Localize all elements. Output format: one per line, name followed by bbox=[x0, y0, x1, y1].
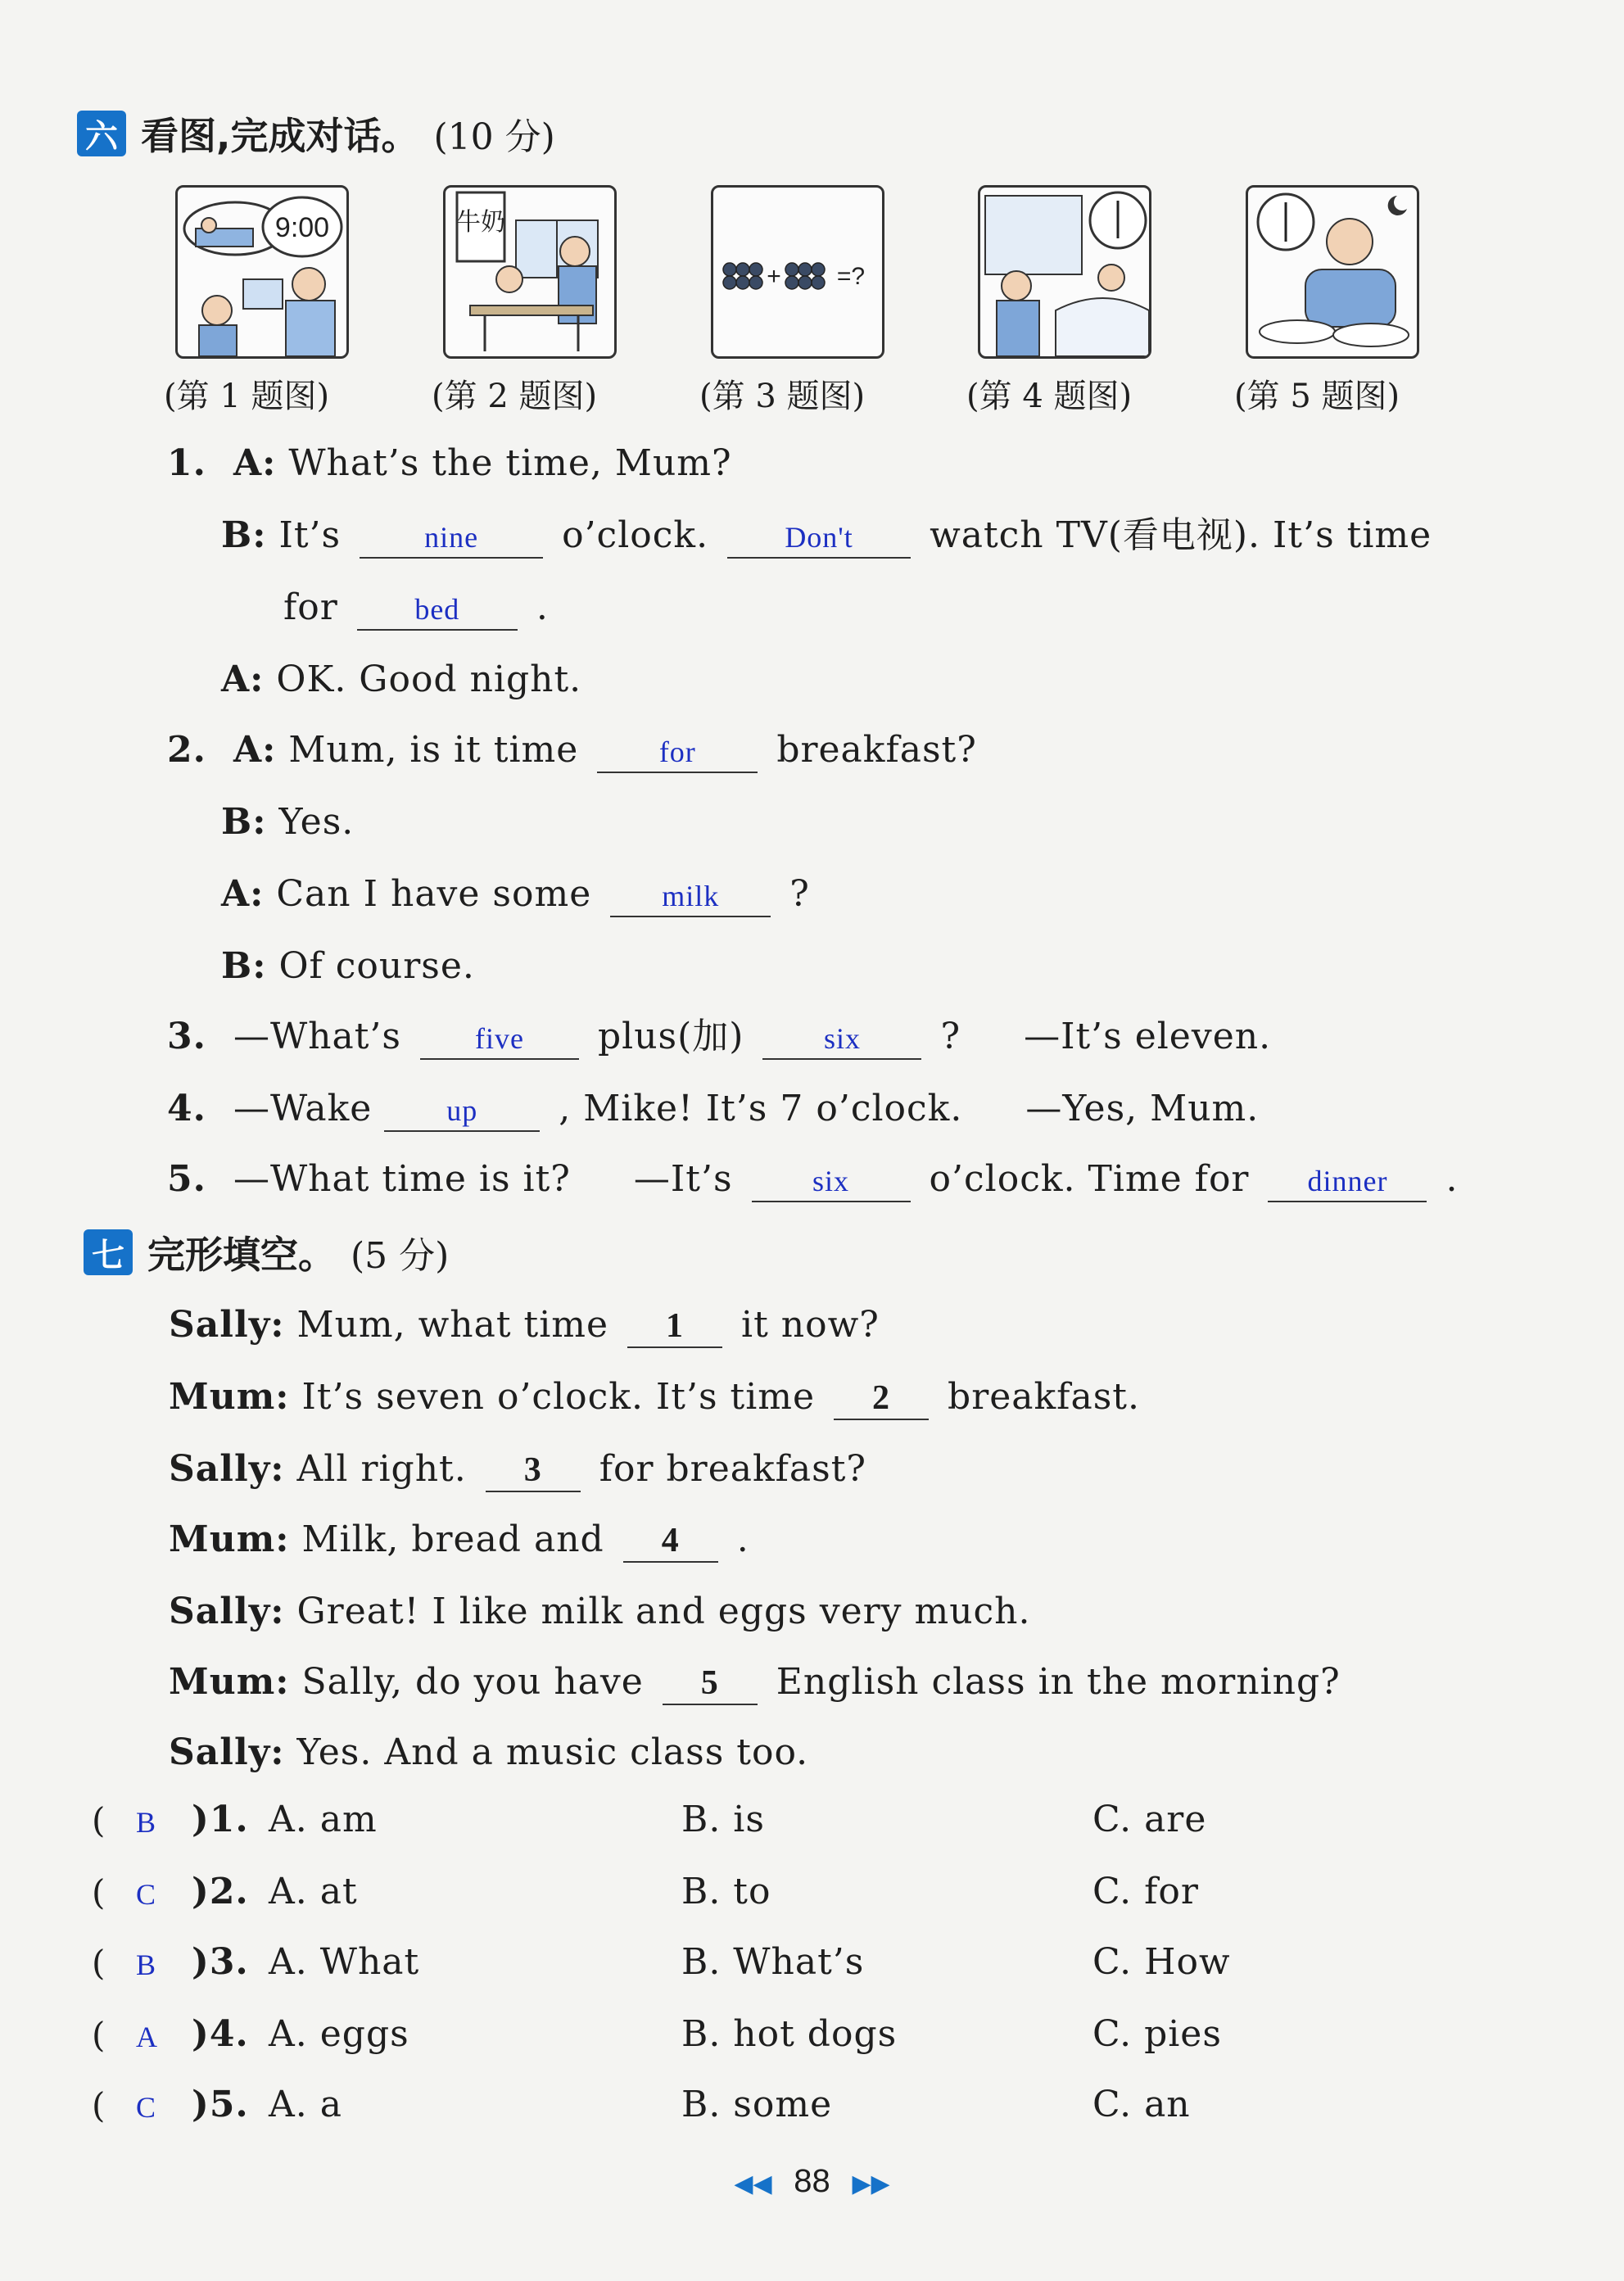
picture-3-fruit-math-icon bbox=[711, 185, 884, 359]
q3-number: 3. bbox=[167, 1016, 206, 1057]
cloze-blank-5[interactable] bbox=[663, 1666, 758, 1705]
cloze-line-7 bbox=[169, 1728, 808, 1777]
cloze-line-4 bbox=[169, 1515, 749, 1564]
q2-answer-1: for bbox=[658, 735, 696, 768]
picture-1-bedtime-icon bbox=[175, 185, 349, 359]
mc-option-3b[interactable]: B. What’s bbox=[681, 1941, 865, 1983]
section-6-header bbox=[77, 106, 555, 161]
mc-number-1: )1. bbox=[192, 1799, 249, 1840]
q4-number: 4. bbox=[167, 1088, 206, 1129]
q5-text-1: —What time is it? bbox=[233, 1158, 571, 1200]
mc-number-3: )3. bbox=[192, 1941, 249, 1983]
q3-line bbox=[167, 1012, 1271, 1061]
picture-5-caption: (第 5 题图) bbox=[1234, 378, 1400, 415]
cloze-text-6a: Sally, do you have bbox=[301, 1661, 644, 1703]
q5-text-4: . bbox=[1445, 1158, 1459, 1200]
cloze-speaker-2: Mum: bbox=[169, 1376, 290, 1418]
cloze-line-1 bbox=[169, 1301, 880, 1350]
q4-answer-1: up bbox=[446, 1094, 478, 1127]
q2-line-a bbox=[167, 726, 977, 775]
q4-text-1: —Wake bbox=[233, 1088, 373, 1129]
q1-number: 1. bbox=[167, 442, 206, 484]
mc-answer-5[interactable]: C bbox=[136, 2091, 156, 2124]
q2-answer-2: milk bbox=[662, 880, 720, 912]
q2-b2-text: Of course. bbox=[278, 945, 475, 987]
section-6-score: (10 分) bbox=[433, 116, 555, 158]
mc-option-2a[interactable]: A. at bbox=[269, 1871, 358, 1912]
mc-option-3a[interactable]: A. What bbox=[269, 1941, 420, 1983]
q2-a-text-2: breakfast? bbox=[776, 729, 977, 771]
q2-speaker-b2: B: bbox=[221, 945, 267, 987]
mc-answer-1[interactable]: B bbox=[136, 1806, 156, 1839]
cloze-blank-2-number: 2 bbox=[872, 1379, 891, 1417]
q3-answer-2: six bbox=[823, 1022, 861, 1055]
picture-4-wake-up-icon bbox=[978, 185, 1151, 359]
next-page-icon[interactable]: ▶▶ bbox=[852, 2170, 890, 2198]
q3-text-1: —What’s bbox=[233, 1016, 401, 1057]
mc-option-3c[interactable]: C. How bbox=[1092, 1941, 1231, 1983]
q5-answer-1: six bbox=[812, 1165, 850, 1197]
q1-speaker-a2: A: bbox=[221, 659, 265, 700]
cloze-text-1b: it now? bbox=[741, 1304, 880, 1346]
q2-a-text-1: Mum, is it time bbox=[288, 729, 579, 771]
q2-blank-1[interactable] bbox=[597, 734, 758, 773]
cloze-line-2 bbox=[169, 1373, 1140, 1422]
cloze-text-6b: English class in the morning? bbox=[776, 1661, 1341, 1703]
q1-b-text-2: o’clock. bbox=[562, 514, 709, 556]
q5-text-3: o’clock. Time for bbox=[929, 1158, 1250, 1200]
q5-answer-2: dinner bbox=[1307, 1165, 1388, 1197]
picture-4-caption: (第 4 题图) bbox=[966, 378, 1133, 415]
q1-b-text-4: for bbox=[283, 586, 338, 628]
picture-1-caption: (第 1 题图) bbox=[164, 378, 330, 415]
cloze-speaker-7: Sally: bbox=[169, 1731, 285, 1773]
worksheet-page: 六 看图,完成对话。 (10 分) 9:00 牛奶 + =? (第 1 题图) (第 2 题图) (第 3 题图) (第 4 题图) (第 5 题图) 1. A: What’s the time, Mum? B: It’s nine o’clock. Don't watch TV(看电视). It’s time for bed . A: OK. Good night. 2. A: Mum, is it time for breakfast? B: Yes. A: Can I have some milk ? B: Of course. 3. —What’s five plus(加) six ? —It’s eleven. 4. —Wake up , Mike! It’s 7 o’clock. —Yes, Mum. 5. —What time is it? —It’s six o’clock. Time for dinner . 七 完形填空。 (5 分) Sally: Mum, what time 1 it now? Mum: It’s seven o’clock. It’s time 2 breakfast. Sally: All right. 3 for breakfast? Mum: Milk, bread and 4 . Sally: Great! I like milk and eggs very much. Mum: Sally, do you have 5 English class in the morning? Sally: Yes. And a music class too. ( B )1. A. am B. is C. are ( C )2. A. at B. to C. for ( B )3. A. What B. What’s C. How ( A )4. A. eggs B. hot dogs C. pies ( C )5. A. a B. some C. an ◀◀ 88 ▶▶ bbox=[0, 0, 1624, 2281]
milk-box-text: 牛奶 bbox=[456, 208, 505, 237]
picture-2-caption: (第 2 题图) bbox=[432, 378, 598, 415]
cloze-speaker-3: Sally: bbox=[169, 1448, 285, 1490]
q3-text-4: —It’s eleven. bbox=[1024, 1016, 1272, 1057]
cloze-blank-4-number: 4 bbox=[661, 1522, 680, 1559]
q3-text-3: ? bbox=[940, 1016, 961, 1057]
picture-2-breakfast-icon bbox=[443, 185, 617, 359]
cloze-speaker-5: Sally: bbox=[169, 1591, 285, 1632]
mc-option-5a[interactable]: A. a bbox=[269, 2084, 342, 2125]
cloze-speaker-1: Sally: bbox=[169, 1304, 285, 1346]
mc-answer-3[interactable]: B bbox=[136, 1948, 156, 1981]
q1-speaker-b: B: bbox=[221, 514, 267, 556]
q3-blank-2[interactable] bbox=[762, 1021, 921, 1060]
q1-line-b2 bbox=[283, 583, 549, 632]
section-7-title: 完形填空。 bbox=[147, 1233, 336, 1277]
page-footer bbox=[0, 2162, 1624, 2200]
clock-text: 9:00 bbox=[274, 212, 330, 243]
cloze-text-1a: Mum, what time bbox=[296, 1304, 609, 1346]
q1-b-text-1: It’s bbox=[278, 514, 342, 556]
q1-line-a bbox=[167, 439, 732, 488]
q2-line-b bbox=[221, 798, 354, 847]
cloze-text-3a: All right. bbox=[296, 1448, 467, 1490]
cloze-text-2a: It’s seven o’clock. It’s time bbox=[301, 1376, 816, 1418]
prev-page-icon[interactable]: ◀◀ bbox=[734, 2170, 772, 2198]
mc-option-4c[interactable]: C. pies bbox=[1092, 2013, 1222, 2055]
section-6-badge: 六 bbox=[77, 111, 126, 156]
svg-text:=?: =? bbox=[836, 263, 866, 290]
q2-a2-text-2: ? bbox=[789, 873, 810, 915]
mc-answer-2[interactable]: C bbox=[136, 1878, 156, 1911]
mc-option-5b[interactable]: B. some bbox=[681, 2084, 833, 2125]
mc-option-1a[interactable]: A. am bbox=[269, 1799, 378, 1840]
q2-speaker-a2: A: bbox=[221, 873, 265, 915]
q5-text-2: —It’s bbox=[633, 1158, 733, 1200]
cloze-text-3b: for breakfast? bbox=[599, 1448, 867, 1490]
q4-text-2: , Mike! It’s 7 o’clock. bbox=[559, 1088, 963, 1129]
q1-speaker-a: A: bbox=[233, 442, 277, 484]
mc-number-2: )2. bbox=[192, 1871, 249, 1912]
mc-number-5: )5. bbox=[192, 2084, 249, 2125]
q2-b-text: Yes. bbox=[278, 801, 355, 843]
cloze-line-6 bbox=[169, 1658, 1341, 1707]
cloze-text-4b: . bbox=[736, 1518, 749, 1560]
q5-line bbox=[167, 1155, 1458, 1204]
mc-option-4b[interactable]: B. hot dogs bbox=[681, 2013, 898, 2055]
q4-line bbox=[167, 1084, 1259, 1134]
cloze-blank-1[interactable] bbox=[627, 1309, 722, 1348]
section-7-badge: 七 bbox=[84, 1229, 133, 1275]
section-7-header bbox=[84, 1225, 449, 1279]
cloze-blank-2[interactable] bbox=[834, 1381, 929, 1420]
q1-answer-1: nine bbox=[424, 521, 479, 554]
cloze-blank-4[interactable] bbox=[623, 1523, 718, 1563]
cloze-line-3 bbox=[169, 1445, 866, 1494]
q5-blank-1[interactable] bbox=[752, 1163, 911, 1202]
q3-text-2: plus(加) bbox=[597, 1016, 744, 1057]
q3-answer-1: five bbox=[475, 1022, 524, 1055]
q1-b-text-5: . bbox=[536, 586, 549, 628]
mc-option-4a[interactable]: A. eggs bbox=[269, 2013, 409, 2055]
q2-number: 2. bbox=[167, 729, 206, 771]
mc-number-4: )4. bbox=[192, 2013, 249, 2055]
cloze-blank-3-number: 3 bbox=[523, 1451, 542, 1489]
mc-option-1b[interactable]: B. is bbox=[681, 1799, 765, 1840]
cloze-blank-5-number: 5 bbox=[700, 1664, 719, 1702]
cloze-line-5 bbox=[169, 1587, 1031, 1636]
q5-blank-2[interactable] bbox=[1268, 1163, 1427, 1202]
mc-option-1c[interactable]: C. are bbox=[1092, 1799, 1207, 1840]
q1-line-b bbox=[221, 511, 1432, 560]
q1-blank-1[interactable] bbox=[360, 519, 543, 559]
cloze-text-4a: Milk, bread and bbox=[301, 1518, 604, 1560]
picture-5-dinner-icon bbox=[1246, 185, 1419, 359]
q1-answer-3: bed bbox=[414, 593, 460, 626]
cloze-text-7a: Yes. And a music class too. bbox=[296, 1731, 809, 1773]
mc-answer-4[interactable]: A bbox=[136, 2021, 157, 2053]
mc-option-2b[interactable]: B. to bbox=[681, 1871, 771, 1912]
picture-3-caption: (第 3 题图) bbox=[699, 378, 866, 415]
q1-blank-3[interactable] bbox=[357, 591, 518, 631]
section-6-title: 看图,完成对话。 bbox=[141, 114, 419, 158]
q2-line-b2 bbox=[221, 942, 475, 991]
cloze-text-5a: Great! I like milk and eggs very much. bbox=[296, 1591, 1031, 1632]
q2-a2-text-1: Can I have some bbox=[276, 873, 592, 915]
cloze-blank-3[interactable] bbox=[486, 1453, 581, 1492]
cloze-speaker-4: Mum: bbox=[169, 1518, 290, 1560]
cloze-text-2b: breakfast. bbox=[948, 1376, 1140, 1418]
mc-option-2c[interactable]: C. for bbox=[1092, 1871, 1199, 1912]
cloze-speaker-6: Mum: bbox=[169, 1661, 290, 1703]
q3-blank-1[interactable] bbox=[420, 1021, 579, 1060]
q2-blank-2[interactable] bbox=[610, 878, 771, 917]
q1-line-a2 bbox=[221, 655, 581, 704]
q1-a-text: What’s the time, Mum? bbox=[288, 442, 732, 484]
section-7-score: (5 分) bbox=[351, 1235, 450, 1277]
q2-speaker-a: A: bbox=[233, 729, 277, 771]
page-number: 88 bbox=[794, 2163, 830, 2199]
q2-speaker-b: B: bbox=[221, 801, 267, 843]
q1-answer-2: Don't bbox=[785, 521, 853, 554]
cloze-blank-1-number: 1 bbox=[666, 1307, 685, 1345]
q1-blank-2[interactable] bbox=[727, 519, 911, 559]
q5-number: 5. bbox=[167, 1158, 206, 1200]
q2-line-a2 bbox=[221, 870, 810, 919]
q1-a2-text: OK. Good night. bbox=[276, 659, 582, 700]
svg-text:+: + bbox=[767, 263, 781, 290]
q4-text-3: —Yes, Mum. bbox=[1025, 1088, 1260, 1129]
mc-option-5c[interactable]: C. an bbox=[1092, 2084, 1191, 2125]
q4-blank-1[interactable] bbox=[384, 1093, 540, 1132]
q1-b-text-3: watch TV(看电视). It’s time bbox=[930, 514, 1432, 556]
